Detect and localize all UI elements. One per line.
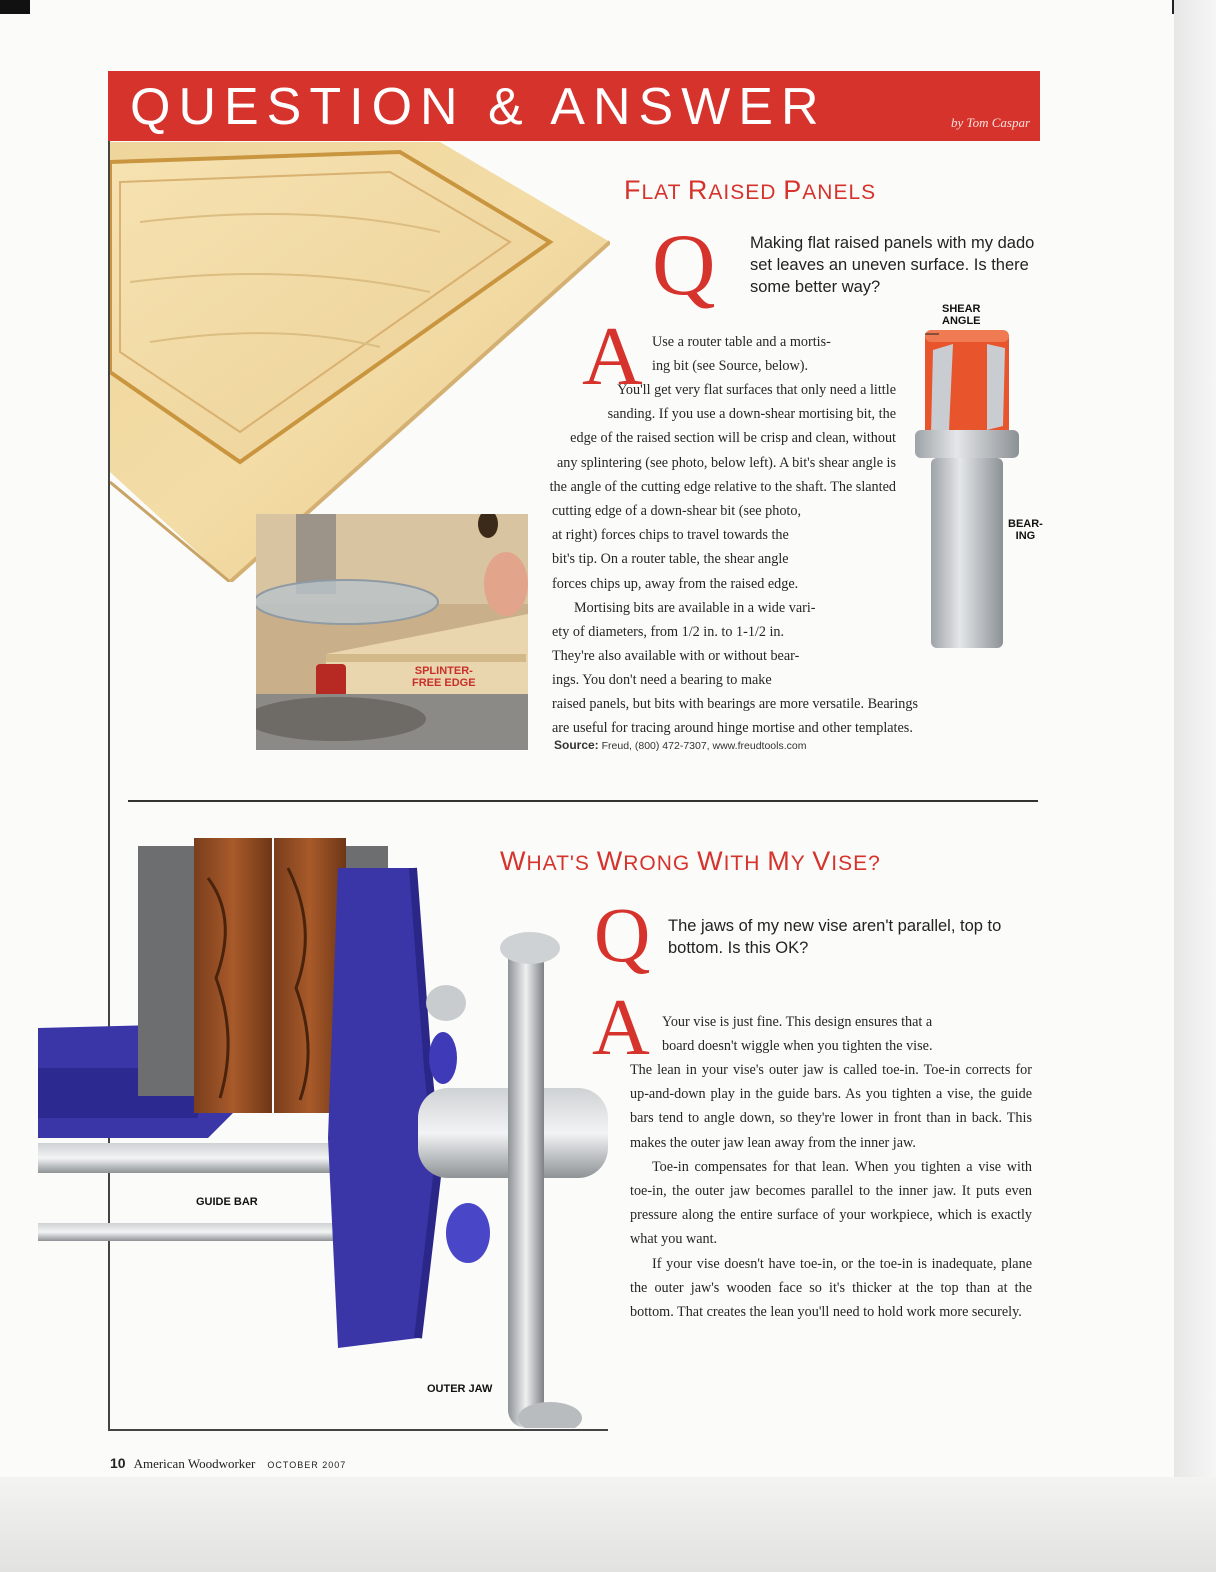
issue-date: OCTOBER 2007 — [267, 1460, 347, 1470]
callout-guide-bar: GUIDE BAR — [196, 1196, 258, 1208]
router-table-photo — [256, 514, 528, 750]
answer-text-column: The lean in your vise's outer jaw is called toe-in. Toe-in corrects for up-and-down play in the guide bars. As you tighten a vise, the guide bars tend to angle down, so they're lower in front than in back. This makes the outer jaw lean away from the inner jaw. Toe-in compensates for that lean. When you tighten a vise with toe-in, the outer jaw becomes parallel to the inner jaw. It puts even pressure along the entire surface of your workpiece, which is exactly what you want. If your vise doesn't have toe-in, or the toe-in is inadequate, plane the outer jaw's wooden face so it's thicker at the top than at the bottom. That creates the lean you'll need to hold work more securely. — [630, 1062, 1032, 1321]
answer-text-lead: Your vise is just fine. This design ensures that a board doesn't wiggle when you tighten the vise. — [662, 1014, 933, 1055]
question-dropcap: Q — [652, 217, 716, 314]
answer-text-wide: You'll get very flat surfaces that only need a little sanding. If you use a down-shear mortising bit, the edge of the raised section will be crisp and clean, without any splintering (see photo, below left). A bit's shear angle is the angle of the cutting edge relative to the shaft. The slanted — [549, 382, 896, 495]
section-divider — [128, 800, 1038, 802]
question-dropcap: Q — [594, 891, 651, 978]
source-text: Freud, (800) 472-7307, www.freudtools.com — [601, 740, 807, 752]
page-number: 10 — [110, 1455, 126, 1471]
page-shadow — [0, 1477, 1216, 1572]
callout-shear-angle: SHEAR ANGLE — [942, 303, 981, 327]
page-title: QUESTION & ANSWER — [130, 78, 827, 136]
section-heading-vise: WHAT'S WRONG WITH MY VISE? — [500, 846, 881, 876]
header-banner — [108, 71, 1040, 141]
callout-splinter-free-edge: SPLINTER- FREE EDGE — [412, 665, 476, 689]
answer-dropcap: A — [582, 310, 643, 403]
answer-text-lead: Use a router table and a mortis- ing bit (see Source, below). — [652, 334, 831, 375]
section-heading-flat-raised-panels: FLAT RAISED PANELS — [624, 175, 877, 205]
bench-vise-photo — [38, 838, 638, 1428]
callout-bearing: BEAR- ING — [1008, 518, 1043, 542]
router-bit-photo — [905, 330, 1025, 660]
answer-dropcap: A — [592, 984, 650, 1072]
byline: by Tom Caspar — [951, 115, 1030, 130]
scan-edge-mark — [0, 0, 30, 14]
frame-rule — [108, 1429, 608, 1431]
page-footer — [110, 1455, 346, 1472]
page-shadow — [1174, 0, 1216, 1572]
callout-outer-jaw: OUTER JAW — [427, 1383, 493, 1395]
question-text: The jaws of my new vise aren't parallel, top to bottom. Is this OK? — [668, 917, 1002, 957]
question-text: Making flat raised panels with my dado set leaves an uneven surface. Is there some better way? — [750, 234, 1035, 296]
answer-text-column: cutting edge of a down-shear bit (see photo, at right) forces chips to travel towards the bit's tip. On a router table, the shear angle forces chips up, away from the raised edge. Mortising bits are available in a wide vari- ety of diameters, from 1/2 in. to 1-1/2 in. They're also available with or without bear- ings. You don't need a bearing to make — [552, 503, 816, 689]
answer-text-bottom: raised panels, but bits with bearings are more versatile. Bearings are useful for tracing around hinge mortise and other templates. — [552, 696, 919, 737]
magazine-name: American Woodworker — [133, 1456, 256, 1471]
source-line: Source: Freud, (800) 472-7307, www.freudtools.com — [554, 738, 807, 752]
